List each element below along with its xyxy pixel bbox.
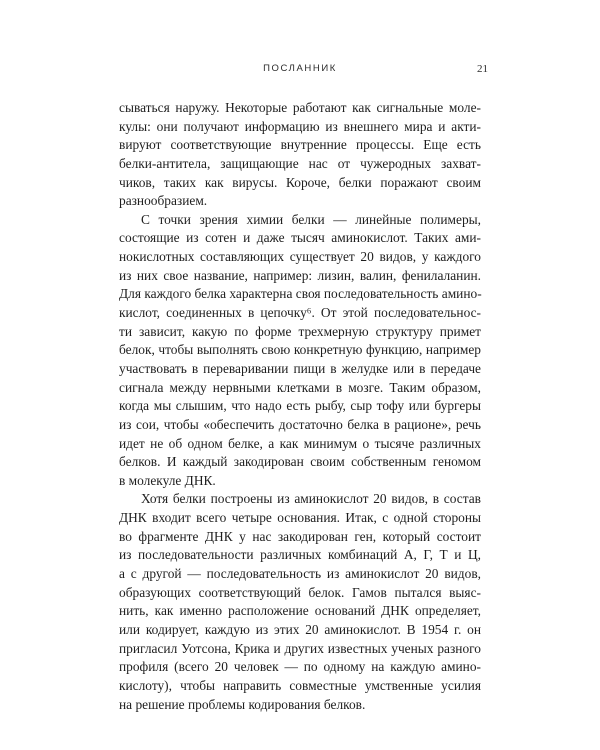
- text-line: белок, чтобы выполнять свою конкретную функцию, например: [119, 342, 481, 358]
- text-line: во фрагменте ДНК у нас закодирован ген, который состоит: [119, 528, 481, 544]
- text-line: ДНК входит всего четыре основания. Итак, с одной стороны: [119, 510, 481, 526]
- text-line: образующих соответствующий белок. Гамов пытался выяс-: [119, 584, 481, 600]
- text-line: ти зависит, какую по форме трехмерную структуру примет: [119, 323, 481, 339]
- text-line: пригласил Уотсона, Крика и других известных ученых разного: [119, 640, 481, 656]
- text-line: в молекуле ДНК.: [119, 472, 216, 488]
- text-line: идет не об одном белке, а как минимум о тысяче различных: [119, 435, 481, 451]
- text-line: нить, как именно расположение оснований ДНК определяет,: [119, 603, 481, 619]
- text-line: сигнала между нервными клетками в мозге. Таким образом,: [119, 379, 481, 395]
- page-number: 21: [477, 63, 488, 75]
- text-line: нокислотных составляющих существует 20 видов, у каждого: [119, 249, 481, 265]
- text-line: участвовать в переваривании пищи в желудке или в передаче: [119, 360, 481, 376]
- text-line: или кодирует, каждую из этих 20 аминокислот. В 1954 г. он: [119, 621, 481, 637]
- text-line: С точки зрения химии белки — линейные полимеры,: [141, 211, 481, 227]
- text-line: профиля (всего 20 человек — по одному на каждую амино-: [119, 659, 481, 675]
- text-line: Хотя белки построены из аминокислот 20 видов, в состав: [141, 491, 481, 507]
- paragraph: [119, 99, 481, 211]
- running-header: [112, 62, 488, 78]
- running-title: ПОСЛАННИК: [263, 63, 337, 74]
- paragraph: [119, 211, 481, 491]
- text-line: кислоту), чтобы направить совместные умственные усилия: [119, 677, 481, 693]
- text-line: кулы: они получают информацию из внешнего мира и акти-: [119, 118, 481, 134]
- body-text: [119, 99, 481, 714]
- text-line: когда мы слышим, что надо есть рыбу, сыр тофу или бургеры: [119, 398, 481, 414]
- text-line: вируют соответствующие внутренние процессы. Еще есть: [119, 137, 481, 153]
- text-line: разнообразием.: [119, 193, 208, 209]
- text-line: кислот, соединенных в цепочку⁶. От этой последовательнос-: [119, 305, 481, 321]
- text-line: чиков, таких как вирусы. Короче, белки поражают своим: [119, 174, 481, 190]
- text-line: сываться наружу. Некоторые работают как сигнальные моле-: [119, 100, 481, 115]
- text-line: из них свое название, например: лизин, валин, фенилаланин.: [119, 267, 481, 283]
- text-line: на решение проблемы кодирования белков.: [119, 696, 366, 712]
- text-line: а с другой — последовательность из аминокислот 20 видов,: [119, 566, 481, 582]
- text-line: белков. И каждый закодирован своим собственным геномом: [119, 454, 481, 470]
- text-line: из сои, чтобы «обеспечить достаточно белка в рационе», речь: [119, 416, 481, 432]
- paragraph: [119, 490, 481, 714]
- text-line: белки-антитела, защищающие нас от чужеродных захват-: [119, 155, 481, 171]
- text-line: состоящие из сотен и даже тысяч аминокислот. Таких ами-: [119, 230, 481, 246]
- text-line: из последовательности различных комбинаций А, Г, Т и Ц,: [119, 547, 481, 563]
- text-line: Для каждого белка характерна своя последовательность амино-: [119, 286, 482, 302]
